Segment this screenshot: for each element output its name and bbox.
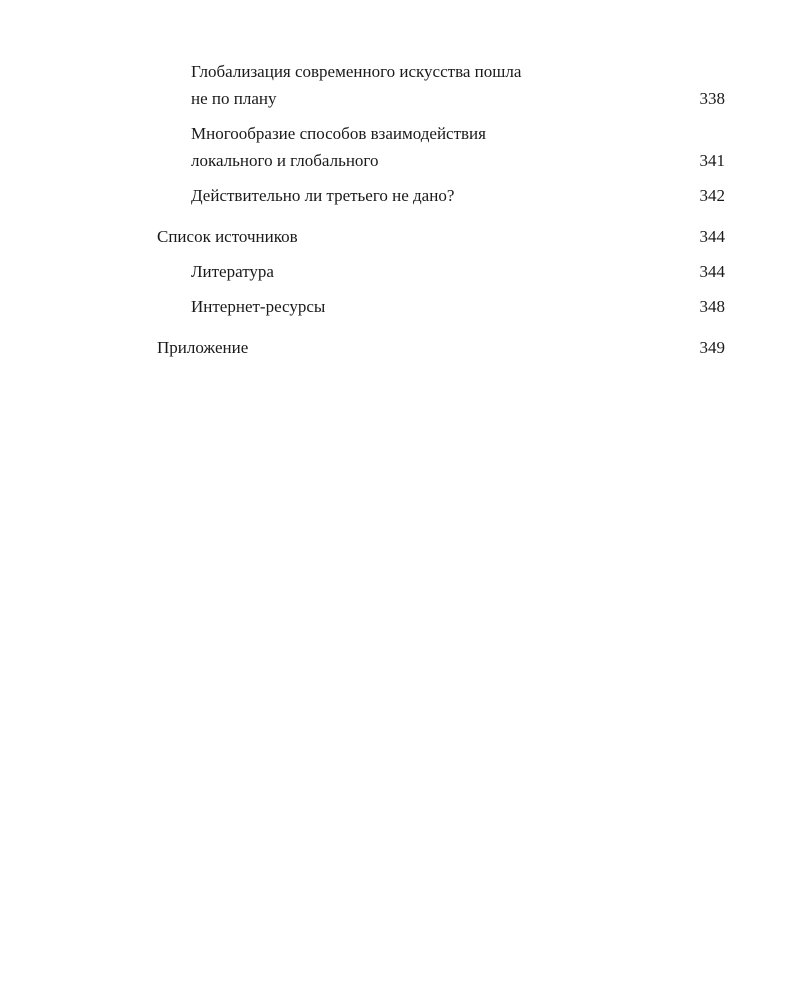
toc-entry-title [191,120,631,174]
toc-entry-title-line: Действительно ли третьего не дано? [191,186,455,205]
toc-entry-literature[interactable] [157,258,725,285]
toc-entry-title [157,334,700,361]
toc-entry-title-line: Литература [191,262,274,281]
toc-entry-title-line: Приложение [157,338,249,357]
toc-entry-third-option[interactable] [157,182,725,209]
toc-entry-title-line: не по плану [191,89,277,108]
toc-entry-title [191,58,631,112]
toc-page-number: 348 [699,297,725,316]
toc-entry-interaction-modes[interactable] [157,120,725,174]
toc-entry-globalization[interactable] [157,58,725,112]
toc-entry-title [191,293,631,320]
toc-entry-title-line: Интернет-ресурсы [191,297,326,316]
toc-entry-title [191,258,631,285]
toc-page-number: 342 [699,186,725,205]
toc-entry-title-line: Список источников [157,227,298,246]
table-of-contents [157,58,725,361]
toc-page-number: 338 [699,89,725,108]
toc-entry-appendix[interactable] [157,334,725,361]
toc-page-number: 344 [699,227,725,246]
toc-entry-internet-resources[interactable] [157,293,725,320]
toc-entry-title-line: Многообразие способов взаимодействия [191,124,486,143]
toc-page-number: 344 [699,262,725,281]
toc-entry-title [157,223,700,250]
toc-entry-title-line: Глобализация современного искусства пошла [191,62,522,81]
toc-entry-sources[interactable] [157,223,725,250]
toc-entry-title-line: локального и глобального [191,151,379,170]
toc-entry-title [191,182,631,209]
toc-page-number: 349 [699,338,725,357]
toc-page-number: 341 [699,151,725,170]
